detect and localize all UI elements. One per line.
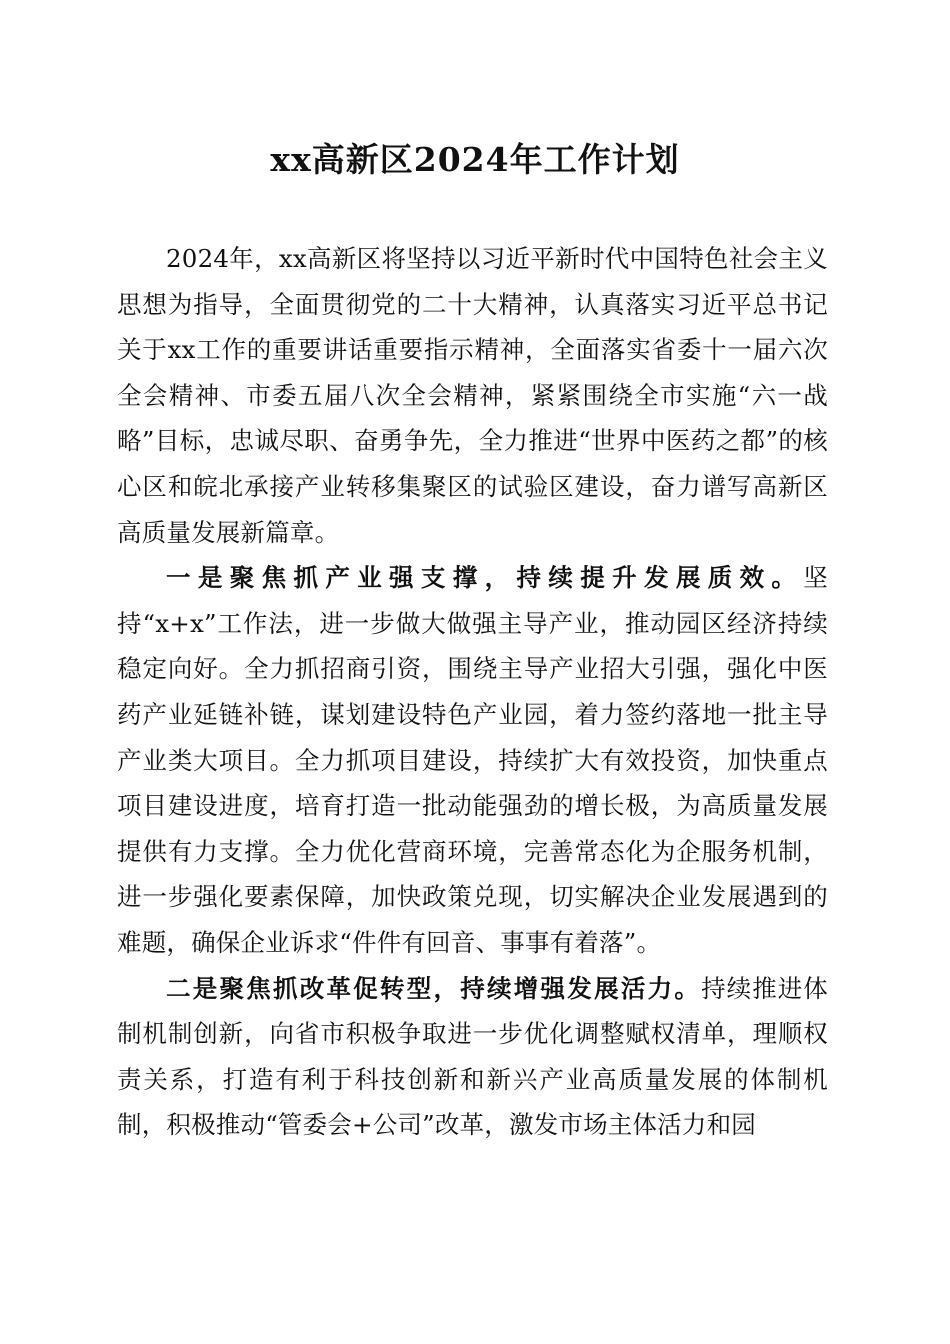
paragraph-industry	[117, 555, 828, 965]
paragraph-reform	[117, 966, 828, 1148]
paragraph-lead: 一是聚焦抓产业强支撑，持续提升发展质效。	[166, 563, 804, 593]
document-body	[117, 236, 828, 1148]
document-title: xx高新区2024年工作计划	[270, 140, 680, 179]
paragraph-intro	[117, 236, 828, 555]
paragraph-text: 2024年，xx高新区将坚持以习近平新时代中国特色社会主义思想为指导，全面贯彻党的二十大精神，认真落实习近平总书记关于xx工作的重要讲话重要指示精神，全面落实省委十一届六次全会精神、市委五届八次全会精神，紧紧围绕全市实施“六一战略”目标，忠诚尽职、奋勇争先，全力推进“世界中医药之都”的核心区和皖北承接产业转移集聚区的试验区建设，奋力谱写高新区高质量发展新篇章。	[117, 244, 828, 547]
paragraph-text: 坚持“x+x”工作法，进一步做大做强主导产业，推动园区经济持续稳定向好。全力抓招商引资，围绕主导产业招大引强，强化中医药产业延链补链，谋划建设特色产业园，着力签约落地一批主导产业类大项目。全力抓项目建设，持续扩大有效投资，加快重点项目建设进度，培育打造一批动能强劲的增长极，为高质量发展提供有力支撑。全力优化营商环境，完善常态化为企服务机制，进一步强化要素保障，加快政策兑现，切实解决企业发展遇到的难题，确保企业诉求“件件有回音、事事有着落”。	[117, 563, 828, 957]
paragraph-text: 持续推进体制机制创新，向省市积极争取进一步优化调整赋权清单，理顺权责关系，打造有利于科技创新和新兴产业高质量发展的体制机制，积极推动“管委会+公司”改革，激发市场主体活力和园	[117, 973, 829, 1140]
paragraph-lead: 二是聚焦抓改革促转型，持续增强发展活力。	[166, 973, 702, 1003]
